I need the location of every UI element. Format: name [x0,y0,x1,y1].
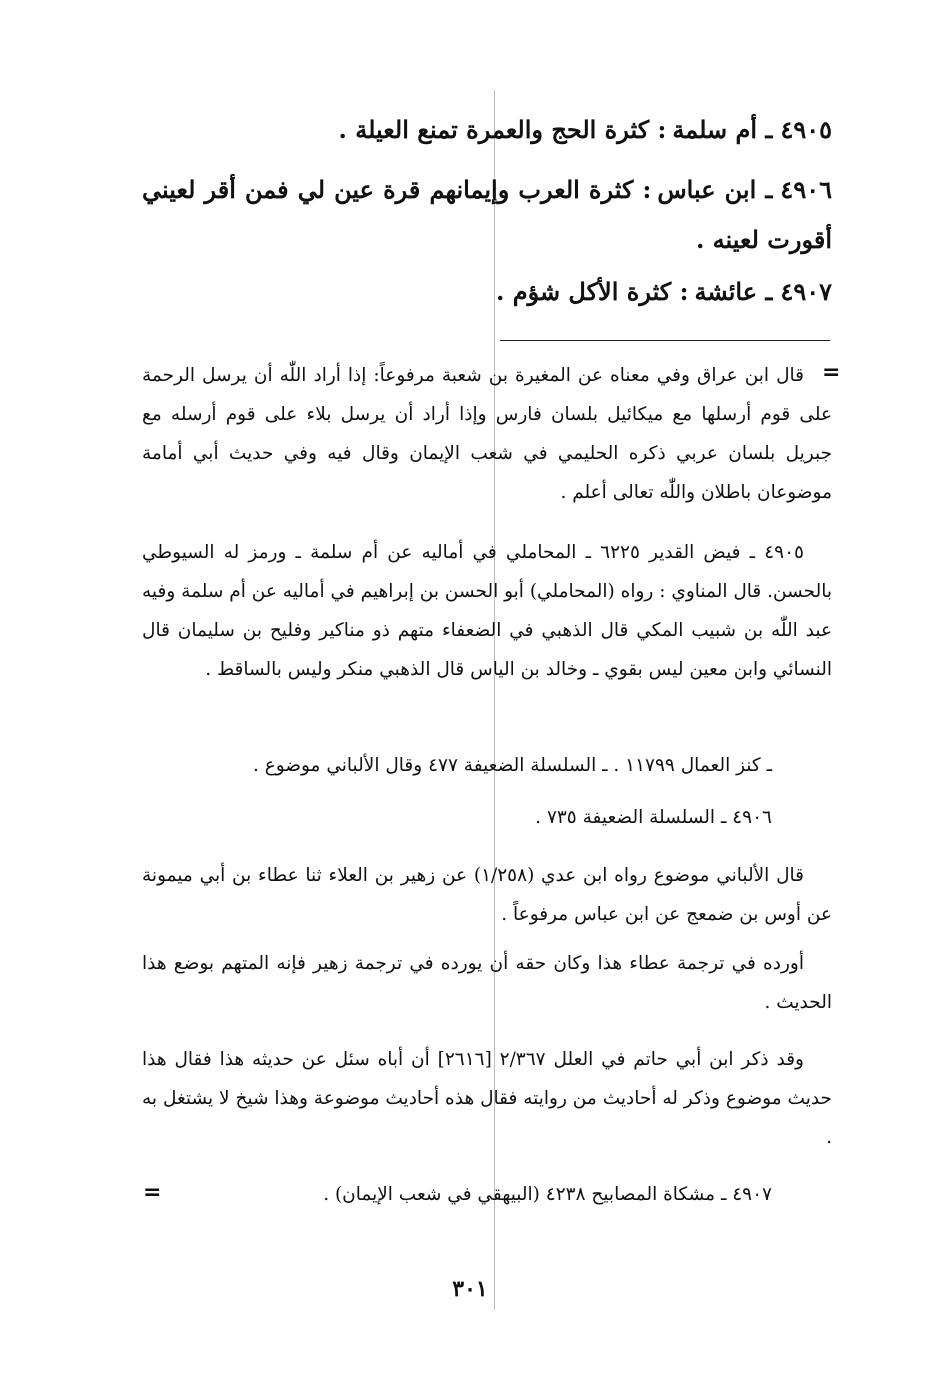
colon: : [642,175,652,204]
dash: ـ [765,175,773,204]
colon: : [679,277,689,306]
hadith-4905 [142,105,832,155]
footnote-kanz-al-ummal: ـ كنز العمال ١١٧٩٩ . ـ السلسلة الضعيفة ٤٧٧ وقال الألباني موضوع . [252,755,772,776]
colon: : [657,115,667,144]
hadith-number: ٤٩٠٦ [780,175,832,204]
hadith-text: كثرة الحج والعمرة تمنع العيلة . [338,115,650,144]
hadith-narrator: ابن عباس [657,175,757,204]
footnote-4906: ٤٩٠٦ ـ السلسلة الضعيفة ٧٣٥ . [535,807,772,828]
hadith-4907 [142,267,832,317]
hadith-4906 [142,165,832,265]
hadith-number: ٤٩٠٥ [780,115,832,144]
hadith-number: ٤٩٠٧ [780,277,832,306]
footnote-separator [500,340,830,341]
dash: ـ [765,115,773,144]
page-number: ٣٠١ [452,1276,488,1302]
hadith-text: كثرة العرب وإيمانهم قرة عين لي فمن أقر لعيني أقورت لعينه . [142,175,832,254]
hadith-narrator: عائشة [694,277,758,306]
hadith-narrator: أم سلمة [672,115,758,144]
hadith-text: كثرة الأكل شؤم . [496,277,672,306]
continuation-mark-end: = [143,1180,162,1205]
footnote-awradahu: أورده في ترجمة عطاء هذا وكان حقه أن يورده في ترجمة زهير فإنه المتهم بوضع هذا الحديث . [142,953,832,1013]
footnote-ibn-iraq: قال ابن عراق وفي معناه عن المغيرة بن شعبة مرفوعاً: إذا أراد اللّٰه أن يرسل الرحمة على قوم أرسلها مع ميكائيل بلسان فارس وإذا أراد أن يرسل بلاء على قوم أرسله مع جبريل بلسان عربي ذكره الحليمي في شعب الإيمان وقال فيه وفي حديث أبي أمامة موضوعان باطلان واللّٰه تعالى أعلم . [142,365,832,503]
footnote-4905: ٤٩٠٥ ـ فيض القدير ٦٢٢٥ ـ المحاملي في أماليه عن أم سلمة ـ ورمز له السيوطي بالحسن. قال المناوي : رواه (المحاملي) أبو الحسن بن إبراهيم في أماليه عن أم سلمة وفيه عبد اللّٰه بن شبيب المكي قال الذهبي في الضعفاء متهم ذو مناكير وفليح بن سليمان قال النسائي وابن معين ليس بقوي ـ وخالد بن الياس قال الذهبي منكر وليس بالساقط . [142,542,832,680]
footnote-ibn-abi-hatim: وقد ذكر ابن أبي حاتم في العلل ٢/٣٦٧ [٢٦١٦] أن أباه سئل عن حديثه هذا فقال هذا حديث موضوع وذكر له أحاديث من روايته فقال هذه أحاديث موضوعة وهذا شيخ لا يشتغل به . [142,1049,832,1148]
continuation-mark-start: = [822,360,841,385]
footnote-albani: قال الألباني موضوع رواه ابن عدي (١/٢٥٨) عن زهير بن العلاء ثنا عطاء بن أبي ميمونة عن أوس بن ضمعج عن ابن عباس مرفوعاً . [142,865,832,925]
footnote-4907: ٤٩٠٧ ـ مشكاة المصابيح ٤٢٣٨ (البيهقي في شعب الإيمان) . [323,1184,772,1205]
dash: ـ [765,277,773,306]
